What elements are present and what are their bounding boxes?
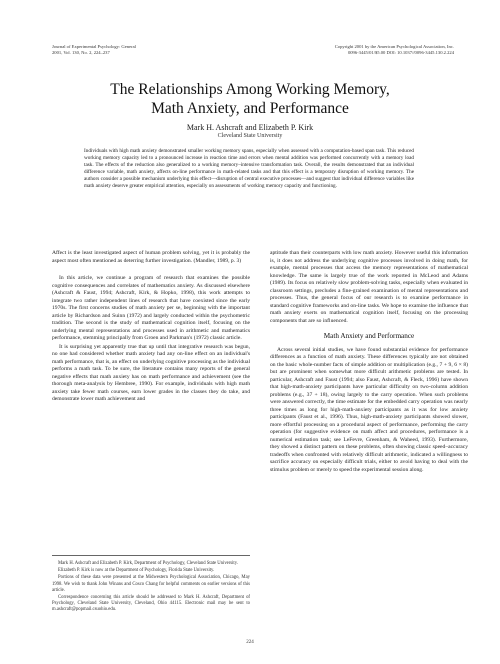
body-paragraph: In this article, we continue a program of research that examines the possible cognitive consequences and correlates of mathematics anxiety. As discussed elsewhere (Ashcraft & Faust, 1994; Ashcraft, Kirk, & Hopko, 1998), this work attempts to integrate two rather independent lines of research that have coexisted since the early 1970s. The first concerns studies of math anxiety per se, beginning with the important article by Richardson and Suinn (1972) and largely conducted within the psychometric tradition. The second is the study of mathematical cognition itself, focusing on the underlying mental representations and processes used in arithmetic and mathematics performance, stemming principally from Groen and Parkman's (1972) classic article. <box>52 275 250 341</box>
section-heading: Math Anxiety and Performance <box>323 332 415 340</box>
paper-title <box>40 80 460 118</box>
epigraph: Affect is the least investigated aspect of human problem solving, yet it is probably the aspect most often mentioned as deterring further investigation. (Mandler, 1989, p. 3) <box>52 250 250 264</box>
footnote: Portions of these data were presented at the Midwestern Psychological Association, Chicago, May 1998. We wish to thank John Winans and Cosco Chang for helpful comments on earlier versions of this article. <box>52 575 250 593</box>
copyright-notice: Copyright 2001 by the American Psychological Association, Inc. 0096-3445/01/$5.00 DOI: 10.1037//0096-3445.130.2.224 <box>334 44 454 55</box>
author-affiliation: Cleveland State University <box>217 133 283 139</box>
body-paragraph: Across several initial studies, we have found substantial evidence for performance differences as a function of math anxiety. These differences typically are not obtained on the basic whole-number facts of simple addition or multiplication (e.g., 7 + 9, 6 × 8) but are prominent when somewhat more difficult arithmetic problems are tested. In particular, Ashcraft and Faust (1994; also Faust, Ashcraft, & Fleck, 1996) have shown that high-math-anxiety participants have particular difficulty on two-column addition problems (e.g., 37 + 18), owing largely to the carry operation. When such problems were answered correctly, the time estimate for the embedded carry operation was nearly three times as long for high-math-anxiety participants as it was for low anxiety participants (Faust et al., 1996). Thus, high-math-anxiety participants showed slower, more effortful processing on a procedural aspect of performance, performing the carry operation (for suggestive evidence on math affect and procedures, performance is a numerical estimation task; see LeFevre, Greenham, & Waheed, 1993). Furthermore, they showed a distinct pattern on these problems, often showing classic speed–accuracy tradeoffs when confronted with relatively difficult arithmetic, indicated a willingness to sacrifice accuracy on especially difficult trials, either to avoid having to deal with the stimulus problem or merely to speed the experimental session along. <box>270 346 468 473</box>
title-line-2: Math Anxiety, and Performance <box>151 100 349 117</box>
author-note <box>52 555 250 615</box>
abstract: Individuals with high math anxiety demonstrated smaller working memory spans, especially when assessed with a computation-based span task. This reduced working memory capacity led to a pronounced increase in reaction time and errors when mental addition was performed concurrently with a memory load task. The effects of the reduction also generalized to a working memory–intensive transformation task. Overall, the results demonstrated that an individual difference variable, math anxiety, affects on-line performance in math-related tasks and that this effect is a temporary disruption of working memory. The authors consider a possible mechanism underlying this effect—disruption of central executive processes—and suggest that individual difference variables like math anxiety deserve greater empirical attention, especially on assessments of working memory capacity and functioning. <box>84 148 414 190</box>
footnote: Correspondence concerning this article should be addressed to Mark H. Ashcraft, Department of Psychology, Cleveland State University, Cleveland, Ohio 44115. Electronic mail may be sent to m.ashcraft@popmail.csuohio.edu. <box>52 595 250 613</box>
author-names: Mark H. Ashcraft and Elizabeth P. Kirk <box>186 123 314 132</box>
footnote: Mark H. Ashcraft and Elizabeth P. Kirk, Department of Psychology, Cleveland State University. <box>58 561 238 566</box>
page-number: 224 <box>246 640 254 645</box>
left-column <box>52 250 250 405</box>
journal-info: Journal of Experimental Psychology: General 2001, Vol. 130, No. 2, 224–237 <box>52 44 136 55</box>
body-paragraph: aptitude than their counterparts with low math anxiety. However useful this information is, it does not address the underlying cognitive processes involved in doing math, for example, mental processes that access the memory representations of mathematical knowledge. The same is largely true of the work reported in McLeod and Adams (1989). Its focus on relatively slow problem-solving tasks, especially when evaluated in classroom settings, precludes a fine-grained examination of mental representations and processes. Thus, the general focus of our research is to examine performance in standard cognitive frameworks and on-line tasks. We hope to examine the influence that math anxiety exerts on mathematical cognition itself, focusing on the processing components that are so influenced. <box>270 250 468 324</box>
right-column <box>270 250 468 475</box>
body-paragraph: It is surprising yet apparently true that up until that integrative research was begun, no one had considered whether math anxiety had any on-line effect on an individual's math performance, that is, an effect on underlying cognitive processing as the individual performs a math task. To be sure, the literature contains many reports of the general negative effects that math anxiety has on math performance and achievement (see the thorough meta-analysis by Hembree, 1990). For example, individuals with high math anxiety take fewer math courses, earn lower grades in the classes they do take, and demonstrate lower math achievement and <box>52 343 250 402</box>
title-line-1: The Relationships Among Working Memory, <box>110 81 390 98</box>
footnote: Elizabeth P. Kirk is now at the Department of Psychology, Florida State University. <box>58 568 215 574</box>
